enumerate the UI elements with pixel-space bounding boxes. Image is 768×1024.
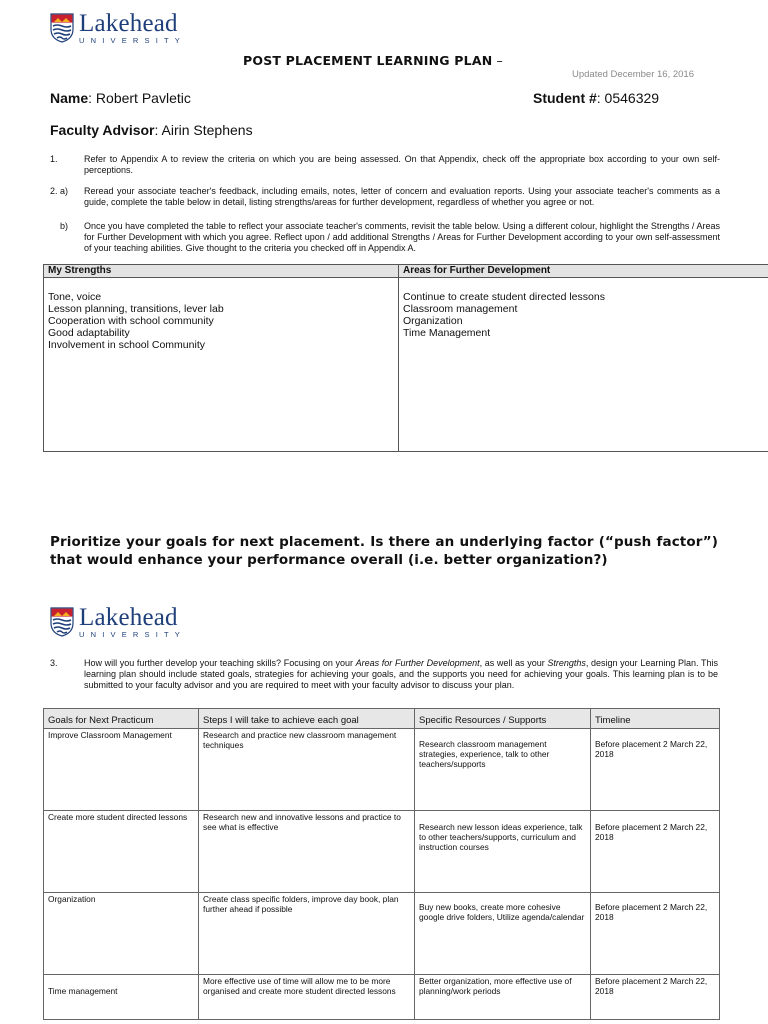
logo-subtitle: UNIVERSITY — [79, 630, 187, 639]
goal-text: Time management — [48, 986, 118, 996]
instruction-2b-number: b) — [60, 221, 69, 231]
table-row — [44, 975, 720, 1020]
goal-cell — [44, 975, 199, 1020]
document-title-dash: – — [492, 53, 503, 68]
strength-item: Lesson planning, transitions, lever lab — [48, 303, 224, 315]
table-row — [44, 893, 720, 975]
logo-brand: Lakehead — [79, 604, 178, 631]
instruction-2a-text: Reread your associate teacher's feedback, including emails, notes, letter of concern and evaluation reports. Using your associate teacher's comments as a guide, complete the table below in detail, listing strengths/areas for further development, regardless of whether you agree or not. — [84, 186, 720, 207]
question-3-number: 3. — [50, 658, 58, 668]
resources-cell — [415, 729, 591, 811]
timeline-cell — [591, 811, 720, 893]
shield-icon — [50, 607, 74, 637]
instruction-2a — [50, 186, 720, 208]
areas-header: Areas for Further Development — [399, 265, 768, 278]
student-number-field — [533, 90, 659, 106]
goal-cell: Organization — [44, 893, 199, 975]
table-row — [44, 729, 720, 811]
strengths-header: My Strengths — [44, 265, 399, 278]
faculty-advisor-value: : Airin Stephens — [154, 122, 253, 138]
resources-text: Research classroom management strategies, experience, talk to other teachers/supports — [419, 739, 550, 769]
document-title — [243, 53, 503, 68]
plan-header-timeline: Timeline — [591, 709, 720, 729]
shield-icon — [50, 13, 74, 43]
updated-date: Updated December 16, 2016 — [572, 69, 694, 80]
area-item: Classroom management — [403, 303, 518, 315]
area-item: Continue to create student directed lessons — [403, 291, 605, 303]
faculty-advisor-field — [50, 122, 253, 138]
strength-item: Cooperation with school community — [48, 315, 214, 327]
table-row — [44, 811, 720, 893]
resources-text: Buy new books, create more cohesive google drive folders, Utilize agenda/calendar — [419, 902, 585, 922]
strength-item: Tone, voice — [48, 291, 102, 303]
student-number-value: : 0546329 — [596, 90, 660, 106]
timeline-text: Before placement 2 March 22, 2018 — [595, 902, 708, 922]
timeline-text: Before placement 2 March 22, 2018 — [595, 822, 708, 842]
areas-cell — [399, 278, 768, 452]
strength-item: Good adaptability — [48, 327, 130, 339]
instruction-2b-text: Once you have completed the table to reflect your associate teacher's comments, revisit the table below. Using a different colour, highlight the Strengths / Areas for Further Development with which you agree. Reflect upon / add additional Strengths / Areas for Further Development according to your own self-assessment of your teaching abilities. Give thought to the criteria you checked off in Appendix A. — [84, 221, 720, 253]
question-3-text — [84, 658, 718, 691]
steps-cell: More effective use of time will allow me to be more organised and create more student directed lessons — [199, 975, 415, 1020]
instruction-2b — [60, 221, 720, 254]
timeline-text: Before placement 2 March 22, 2018 — [595, 739, 708, 759]
plan-header-resources: Specific Resources / Supports — [415, 709, 591, 729]
q3-emphasis-areas: Areas for Further Development — [355, 658, 480, 668]
steps-cell: Research and practice new classroom management techniques — [199, 729, 415, 811]
area-item: Time Management — [403, 327, 491, 339]
instruction-1-text: Refer to Appendix A to review the criteria on which you are being assessed. On that Appendix, check off the appropriate box according to your own self-perceptions. — [84, 154, 720, 175]
resources-text: Research new lesson ideas experience, talk to other teachers/supports, curriculum and instruction courses — [419, 822, 583, 852]
strengths-cell — [44, 278, 399, 452]
document-title-text: POST PLACEMENT LEARNING PLAN — [243, 53, 493, 68]
plan-header-goals: Goals for Next Practicum — [44, 709, 199, 729]
name-field — [50, 90, 191, 106]
instruction-1 — [50, 154, 720, 176]
resources-cell — [415, 893, 591, 975]
goal-cell: Create more student directed lessons — [44, 811, 199, 893]
logo-brand: Lakehead — [79, 10, 178, 37]
name-value: : Robert Pavletic — [88, 90, 191, 106]
lakehead-logo-top — [50, 11, 186, 45]
prioritize-goals-prompt: Prioritize your goals for next placement. Is there an underlying factor (“push factor”) that would enhance your performance overall (i.e. better organization?) — [50, 534, 718, 568]
q3-part: , design your Learning Plan. This learning plan should include stated goals, strategies for achieving your goals, and the supports you need for achieving your goals. This learning plan is to be submitted to your faculty advisor and you are required to meet with your faculty advisor to discuss your plan. — [84, 658, 718, 690]
resources-cell — [415, 811, 591, 893]
q3-part: How will you further develop your teaching skills? Focusing on your — [84, 658, 356, 668]
timeline-cell: Before placement 2 March 22, 2018 — [591, 975, 720, 1020]
goal-cell: Improve Classroom Management — [44, 729, 199, 811]
faculty-advisor-label: Faculty Advisor — [50, 122, 155, 138]
q3-emphasis-strengths: Strengths — [547, 658, 586, 668]
learning-plan-table — [43, 708, 720, 1020]
strength-item: Involvement in school Community — [48, 339, 205, 351]
name-label: Name — [50, 90, 89, 106]
timeline-cell — [591, 729, 720, 811]
instruction-1-number: 1. — [50, 154, 58, 164]
area-item: Organization — [403, 315, 463, 327]
steps-cell: Create class specific folders, improve day book, plan further ahead if possible — [199, 893, 415, 975]
steps-cell: Research new and innovative lessons and practice to see what is effective — [199, 811, 415, 893]
plan-header-steps: Steps I will take to achieve each goal — [199, 709, 415, 729]
instruction-2a-number: 2. a) — [50, 186, 69, 196]
q3-part: , as well as your — [479, 658, 548, 668]
student-number-label: Student # — [533, 90, 597, 106]
lakehead-logo-second — [50, 605, 186, 639]
logo-subtitle: UNIVERSITY — [79, 36, 187, 45]
resources-cell: Better organization, more effective use of planning/work periods — [415, 975, 591, 1020]
strengths-table — [43, 264, 768, 452]
timeline-cell — [591, 893, 720, 975]
question-3 — [50, 658, 718, 691]
